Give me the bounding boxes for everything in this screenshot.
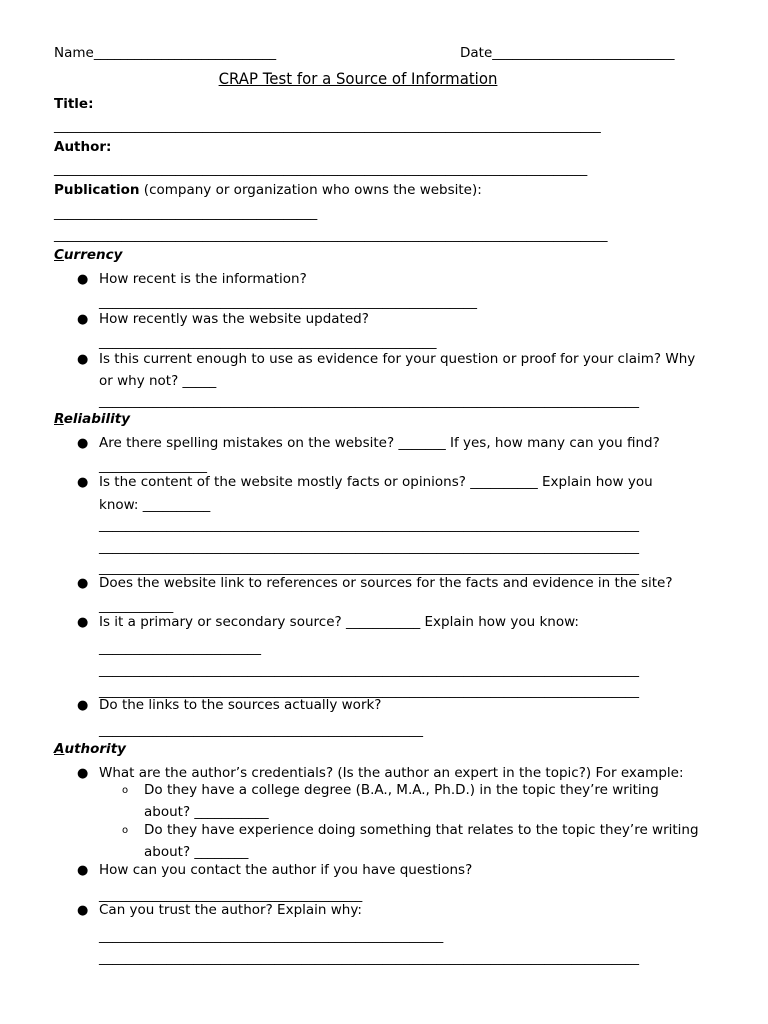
bullet-icon: ● — [77, 475, 89, 490]
publication-note: (company or organization who owns the website): — [139, 182, 482, 198]
author-field-label: Author: — [54, 139, 112, 155]
title-field-line[interactable]: _________________________________________________________________________________ — [54, 118, 601, 134]
currency-rest: urrency — [63, 247, 123, 263]
reliability-rest: eliability — [63, 411, 131, 427]
currency-q2: How recently was the website updated? — [99, 311, 369, 327]
reliability-q3: Does the website link to references or sources for the facts and evidence in the site? — [99, 575, 673, 591]
authority-q1a-cont[interactable]: about? ___________ — [144, 804, 269, 820]
author-field-line[interactable]: _______________________________________________________________________________ — [54, 161, 588, 177]
sub-bullet-icon: o — [122, 785, 129, 796]
reliability-q3-line[interactable]: ___________ — [99, 598, 174, 614]
page-title: CRAP Test for a Source of Information — [218, 69, 498, 88]
bullet-icon: ● — [77, 863, 89, 878]
publication-label: Publication — [54, 182, 140, 198]
authority-initial: A — [54, 741, 65, 757]
reliability-q1: Are there spelling mistakes on the website? _______ If yes, how many can you find? — [99, 435, 660, 451]
reliability-q5-line[interactable]: ________________________________________________ — [99, 722, 423, 738]
publication-line-2[interactable]: __________________________________________________________________________________ — [54, 227, 608, 243]
currency-initial: C — [54, 247, 64, 263]
bullet-icon: ● — [77, 576, 89, 591]
currency-q3: Is this current enough to use as evidence for your question or proof for your claim? Why — [99, 351, 696, 367]
reliability-heading — [54, 413, 130, 427]
reliability-q2-line-3[interactable]: ________________________________________________________________________________ — [99, 560, 639, 576]
authority-q2: How can you contact the author if you have questions? — [99, 862, 473, 878]
currency-q1-line[interactable]: ________________________________________________________ — [99, 294, 477, 310]
name-label: Name___________________________ — [54, 45, 277, 61]
authority-q3-line-1[interactable]: ___________________________________________________ — [99, 928, 444, 944]
currency-q3-line[interactable]: ________________________________________________________________________________ — [99, 393, 639, 409]
authority-q3: Can you trust the author? Explain why: — [99, 902, 362, 918]
authority-q3-line-2[interactable]: ________________________________________________________________________________ — [99, 950, 639, 966]
reliability-q4-line-2[interactable]: ________________________________________________________________________________ — [99, 662, 639, 678]
publication-line-1[interactable]: _______________________________________ — [54, 205, 318, 221]
authority-q1: What are the author’s credentials? (Is the author an expert in the topic?) For example: — [99, 765, 684, 781]
publication-field — [54, 184, 482, 198]
reliability-q2-line-1[interactable]: ________________________________________________________________________________ — [99, 517, 639, 533]
reliability-q1-line[interactable]: ________________ — [99, 458, 207, 474]
authority-q1b: Do they have experience doing something that relates to the topic they’re writing — [144, 822, 699, 838]
currency-q1: How recent is the information? — [99, 271, 307, 287]
reliability-q2-cont: know: __________ — [99, 497, 211, 513]
bullet-icon: ● — [77, 903, 89, 918]
date-label: Date___________________________ — [460, 45, 675, 61]
bullet-icon: ● — [77, 272, 89, 287]
reliability-q5: Do the links to the sources actually work? — [99, 697, 382, 713]
authority-q1a: Do they have a college degree (B.A., M.A., Ph.D.) in the topic they’re writing — [144, 782, 659, 798]
currency-q2-line[interactable]: __________________________________________________ — [99, 334, 437, 350]
reliability-q4-line-3[interactable]: ________________________________________________________________________________ — [99, 683, 639, 699]
bullet-icon: ● — [77, 352, 89, 367]
authority-q2-line[interactable]: _______________________________________ — [99, 887, 363, 903]
bullet-icon: ● — [77, 698, 89, 713]
reliability-q2: Is the content of the website mostly facts or opinions? __________ Explain how you — [99, 474, 653, 490]
authority-q1b-cont[interactable]: about? ________ — [144, 844, 249, 860]
title-field-label: Title: — [54, 96, 94, 112]
bullet-icon: ● — [77, 312, 89, 327]
currency-heading — [54, 249, 122, 263]
reliability-initial: R — [54, 411, 64, 427]
reliability-q2-line-2[interactable]: ________________________________________________________________________________ — [99, 539, 639, 555]
bullet-icon: ● — [77, 436, 89, 451]
authority-heading — [54, 743, 126, 757]
currency-q3-cont: or why not? _____ — [99, 373, 217, 389]
reliability-q4: Is it a primary or secondary source? ___________ Explain how you know: — [99, 614, 579, 630]
reliability-q4-line-1[interactable]: ________________________ — [99, 640, 261, 656]
sub-bullet-icon: o — [122, 825, 129, 836]
authority-rest: uthority — [64, 741, 126, 757]
bullet-icon: ● — [77, 615, 89, 630]
bullet-icon: ● — [77, 766, 89, 781]
